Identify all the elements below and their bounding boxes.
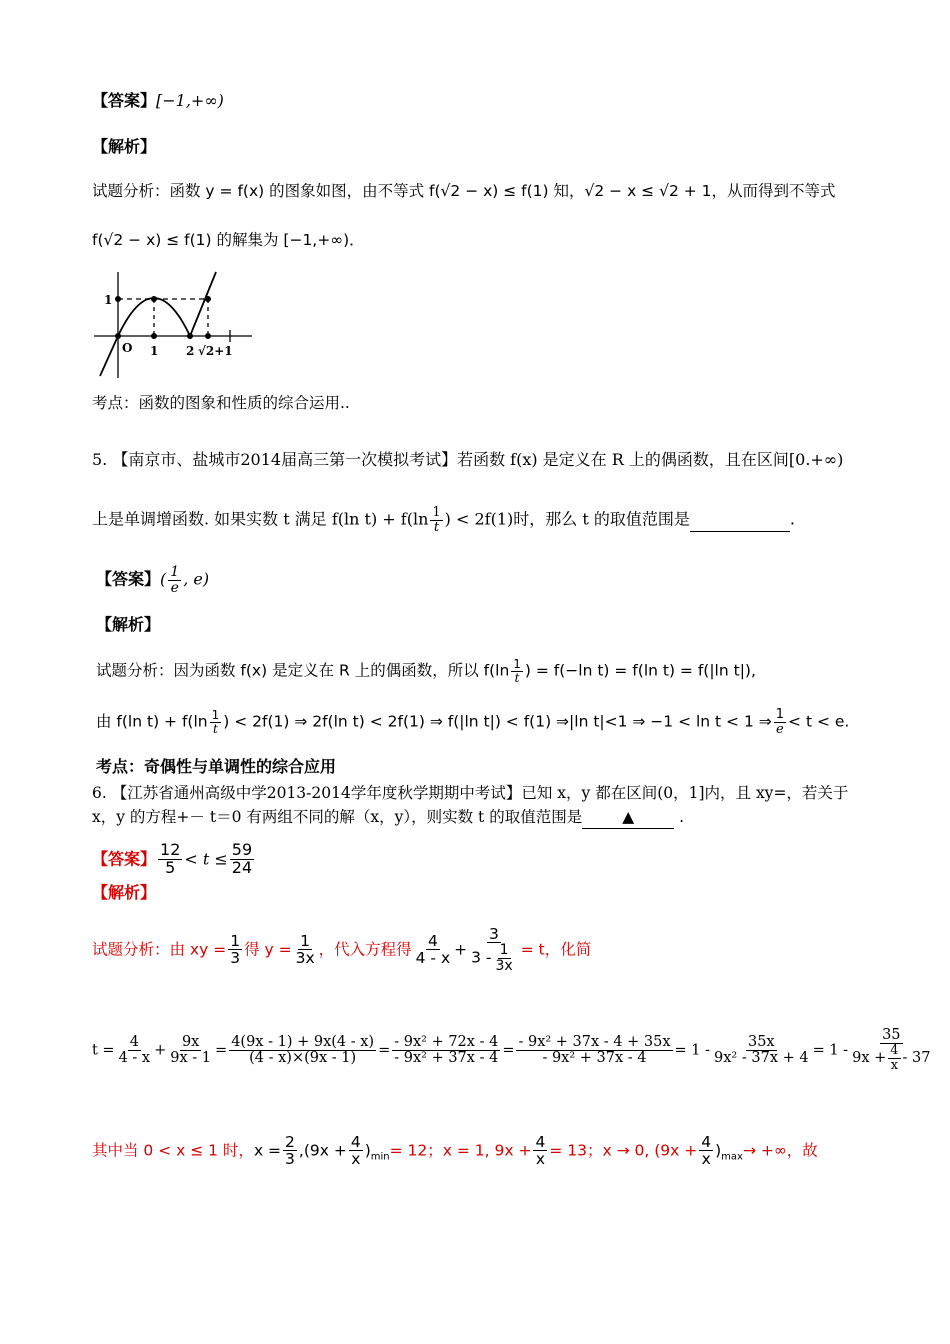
ll-sub-max: max (721, 1151, 743, 1163)
frac-den: 4 - x (118, 1049, 151, 1066)
frac-den: x (890, 1057, 899, 1073)
frac-num: 4 (350, 1133, 361, 1151)
q5-fraction (430, 506, 442, 534)
a2-text-b: ) = f(−ln t) = f(ln t) = f(|ln t|), (524, 661, 756, 680)
nested-frac (494, 943, 515, 973)
frac-num: 1 (513, 657, 521, 671)
analysis-line-1: 试题分析：函数 y = f(x) 的图象如图，由不等式 f(√2 − x) ≤ f(1) 知，√2 − x ≤ √2 + 1，从而得到不等式 (92, 182, 836, 200)
a3-text-2: 得 y = (244, 940, 292, 959)
answer-blank (582, 806, 674, 829)
frac-num: 3 (488, 925, 499, 943)
q5-text-a: 上是单调增函数. 如果实数 t 满足 f(ln t) + f(ln (92, 509, 429, 529)
frac-den: x (535, 1150, 545, 1169)
frac-den: e (170, 579, 179, 596)
ll-paren: ) (715, 1141, 722, 1160)
d2-text-c: < t < e. (788, 712, 850, 731)
point (115, 333, 121, 339)
frac-num: 59 (231, 840, 253, 859)
frac-num: 4(9x - 1) + 9x(4 - x) (231, 1033, 375, 1050)
frac-den: t (433, 519, 440, 535)
frac-den: x (701, 1150, 711, 1169)
point (151, 333, 157, 339)
frac-den: 5 (165, 857, 176, 877)
answer-frac-2 (230, 842, 254, 877)
t-frac-4 (392, 1035, 500, 1066)
ll-text-c: ,(9x + (298, 1141, 347, 1160)
answer-tag: 【答案】 (96, 569, 161, 589)
frac-den: t (213, 721, 218, 736)
answer-line-2 (96, 565, 209, 595)
ll-frac-1 (283, 1134, 297, 1168)
ll-frac-4 (699, 1134, 713, 1168)
kaodian-2: 考点：奇偶性与单调性的综合应用 (96, 757, 337, 776)
answer-pre: ( (160, 569, 167, 589)
op: = (378, 1042, 391, 1059)
function-graph (90, 264, 260, 384)
triangle-icon: ▲ (622, 808, 635, 826)
label-x1: 1 (150, 344, 159, 358)
d2-fraction-1 (210, 709, 222, 735)
frac-num: 9x (181, 1033, 200, 1050)
ll-text-a: 其中当 0 < x ≤ 1 时， (92, 1141, 254, 1160)
label-origin: O (122, 341, 133, 355)
frac-den: (4 - x)×(9x - 1) (249, 1049, 357, 1066)
analysis-tag-2: 【解析】 (96, 615, 161, 634)
analysis-line-2: f(√2 − x) ≤ f(1) 的解集为 [−1,+∞)． (92, 231, 365, 249)
frac-num: 35 (882, 1027, 901, 1043)
a2-fraction (511, 658, 523, 684)
frac-den: 9x² - 37x + 4 (714, 1049, 809, 1066)
t-start: t = (92, 1042, 115, 1059)
a3-frac-3 (414, 933, 452, 967)
point (205, 296, 211, 302)
frac-den: 3x (495, 957, 513, 974)
q5-text-b: ) < 2f(1)时，那么 t 的取值范围是 (444, 509, 690, 529)
frac-num: 12 (160, 840, 181, 859)
label-xroot: √2+1 (198, 344, 233, 358)
answer-post: , e) (183, 569, 210, 589)
question-6-line-1: 6. 【江苏省通州高级中学2013-2014学年度秋学期期中考试】已知 x，y 都在区间(0，1]内，且 xy=，若关于 (92, 784, 849, 802)
op: = 1 - (674, 1042, 711, 1059)
analysis-3-last-line (92, 1134, 818, 1168)
frac-den: - 9x² + 37x - 4 (542, 1049, 647, 1066)
ll-text-f: → +∞，故 (742, 1141, 818, 1160)
answer-value: [−1,+∞) (156, 91, 224, 110)
a2-text-a: 试题分析：因为函数 f(x) 是定义在 R 上的偶函数，所以 f(ln (96, 661, 510, 680)
t-frac-2 (168, 1035, 213, 1066)
op: = 1 - (812, 1042, 849, 1059)
frac-num: 2 (285, 1133, 295, 1151)
frac-num: 1 (170, 564, 180, 580)
frac-num: 1 (499, 942, 509, 959)
frac-num: 4 (129, 1033, 139, 1050)
point (151, 296, 157, 302)
den-pre: 3 - (471, 948, 492, 967)
den-post: - 37 (902, 1050, 931, 1067)
frac-num: 35x (747, 1033, 775, 1050)
frac-num: 1 (211, 708, 220, 723)
a3-plus: + (454, 940, 468, 959)
frac-den: 9x - 1 (170, 1049, 212, 1066)
frac-num: - 9x² + 72x - 4 (394, 1033, 499, 1050)
frac-num: 1 (775, 707, 785, 722)
a3-text-1: 试题分析：由 xy = (92, 940, 227, 959)
frac-den (469, 943, 519, 973)
frac-den: 3 (230, 949, 241, 968)
frac-num: 4 (890, 1043, 899, 1059)
q6-text: x，y 的方程+－ t＝0 有两组不同的解（x，y），则实数 t 的取值范围是 (92, 808, 583, 826)
analysis-tag-1: 【解析】 (92, 137, 157, 156)
analysis-3-line-1 (92, 926, 591, 974)
question-6-line-2 (92, 806, 684, 829)
question-5-line-2 (92, 506, 795, 534)
frac-num: 1 (300, 932, 311, 951)
a3-frac-4 (469, 926, 519, 974)
nested-frac (888, 1044, 900, 1072)
frac-den: t (514, 670, 520, 685)
analysis-2-line-2 (96, 708, 849, 736)
answer-blank (690, 509, 790, 532)
frac-num: 1 (230, 932, 241, 951)
ll-text-b: x = (253, 1141, 282, 1160)
point (187, 333, 193, 339)
analysis-tag-3: 【解析】 (92, 883, 157, 902)
ll-sub-min: min (370, 1151, 390, 1163)
ll-text-e: = 13；x → 0, (9x + (549, 1141, 698, 1160)
answer-line-3 (92, 842, 256, 877)
op: = (502, 1042, 515, 1059)
answer-mid: < t ≤ (184, 849, 228, 869)
frac-num: - 9x² + 37x - 4 + 35x (518, 1033, 671, 1050)
point (205, 333, 211, 339)
q6-end: . (679, 808, 685, 826)
frac-den: e (776, 721, 784, 737)
d2-fraction-2 (774, 708, 786, 736)
ll-frac-2 (349, 1134, 363, 1168)
q5-end: . (789, 509, 795, 529)
answer-line-1 (92, 90, 224, 112)
a3-text-3: ，代入方程得 (318, 940, 412, 959)
op: + (154, 1042, 167, 1059)
t-frac-5 (516, 1035, 672, 1066)
t-expression (92, 1028, 935, 1073)
op: = (215, 1042, 228, 1059)
a3-frac-2 (294, 933, 317, 967)
d2-text-b: ) < 2f(1) ⇒ 2f(ln t) < 2f(1) ⇒ f(|ln t|) < f(1) ⇒|ln t|<1 ⇒ −1 < ln t < 1 ⇒ (223, 712, 772, 731)
frac-den: - 9x² + 37x - 4 (394, 1049, 499, 1066)
frac-num: 4 (427, 932, 438, 951)
ll-frac-3 (533, 1134, 547, 1168)
frac-num: 1 (432, 505, 441, 520)
d2-text-a: 由 f(ln t) + f(ln (96, 712, 208, 731)
t-frac-3 (229, 1035, 376, 1066)
frac-num: 4 (535, 1133, 546, 1151)
answer-frac-1 (158, 842, 182, 877)
a3-frac-1 (228, 933, 242, 967)
frac-num: 4 (701, 1133, 712, 1151)
analysis-2-line-1 (96, 658, 756, 684)
answer-fraction (168, 565, 181, 595)
frac-den: 3 (285, 1150, 295, 1169)
a3-text-4: = t，化简 (520, 940, 592, 959)
ll-text-d: = 12；x = 1, 9x + (389, 1141, 532, 1160)
answer-tag: 【答案】 (92, 91, 157, 110)
t-frac-6 (712, 1035, 811, 1066)
t-frac-7 (850, 1028, 932, 1073)
frac-den: 3x (295, 949, 315, 968)
label-x2: 2 (186, 344, 195, 358)
ll-paren: ) (364, 1141, 371, 1160)
question-5-line-1: 5. 【南京市、盐城市2014届高三第一次模拟考试】若函数 f(x) 是定义在 R 上的偶函数，且在区间[0.+∞) (92, 450, 844, 469)
frac-den: 4 - x (415, 949, 451, 968)
kaodian-1: 考点：函数的图象和性质的综合运用.. (92, 394, 350, 412)
frac-den: 24 (231, 857, 253, 877)
frac-den: x (351, 1150, 361, 1169)
point (115, 296, 121, 302)
frac-den (850, 1044, 932, 1072)
t-frac-1 (117, 1035, 153, 1066)
den-pre: 9x + (852, 1050, 887, 1067)
answer-tag: 【答案】 (92, 849, 157, 869)
label-y1: 1 (104, 293, 113, 307)
